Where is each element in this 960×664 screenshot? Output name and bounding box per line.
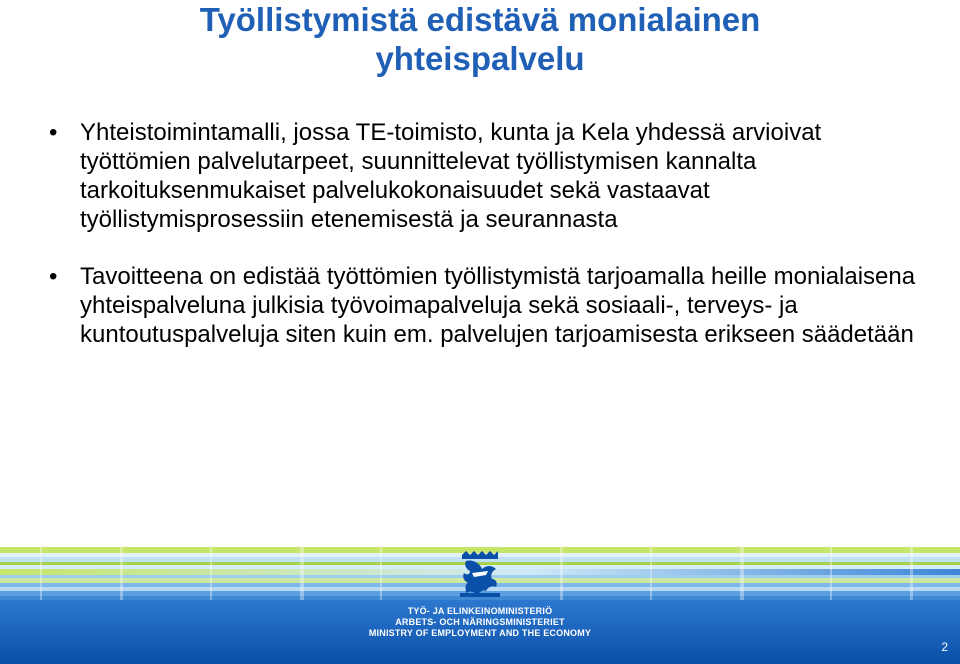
finnish-lion-crest-icon [452, 549, 508, 601]
slide-number: 2 [941, 640, 948, 654]
footer-banner [0, 547, 960, 664]
bullet-dot-icon: • [49, 263, 58, 290]
bullet-dot-icon: • [49, 119, 58, 146]
slide-title-line-1: Työllistymistä edistävä monialainen [199, 1, 761, 38]
ministry-name-en: MINISTRY OF EMPLOYMENT AND THE ECONOMY [368, 628, 592, 638]
bullet-text: Tavoitteena on edistää työttömien työllistymistä tarjoamalla heille monialaisena yhteispalveluna julkisia työvoimapalveluja sekä sosiaali-, terveys- ja kuntoutuspalveluja siten kuin em. palvelujen tarjoamisesta erikseen säädetään [80, 263, 916, 348]
bullet-list [0, 118, 960, 349]
slide-title [0, 0, 960, 78]
slide-title-line-2: yhteispalvelu [375, 40, 585, 77]
ministry-name-fi: TYÖ- JA ELINKEINOMINISTERIÖ [407, 606, 553, 616]
bullet-item [0, 262, 960, 349]
ministry-name-sv: ARBETS- OCH NÄRINGSMINISTERIET [395, 617, 565, 627]
bullet-text: Yhteistoimintamalli, jossa TE-toimisto, kunta ja Kela yhdessä arvioivat työttömien palvelutarpeet, suunnittelevat työllistymisen kannalta tarkoituksenmukaiset palvelukokonaisuudet sekä vastaavat työllistymisprosessiin etenemisestä ja seurannasta [80, 119, 822, 233]
bullet-item [0, 118, 960, 234]
